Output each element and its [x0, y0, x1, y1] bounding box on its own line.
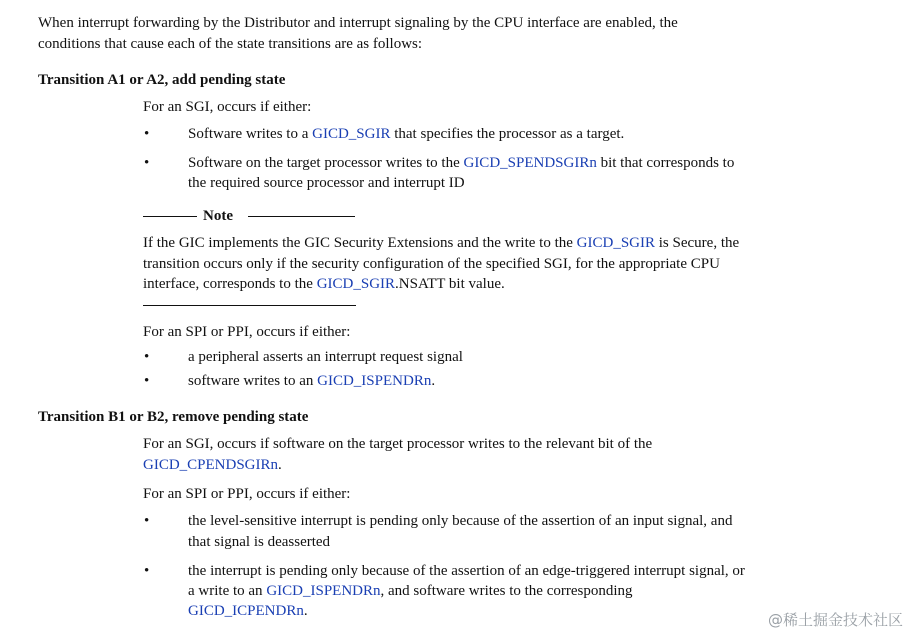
link-gicd-sgir[interactable]: GICD_SGIR: [576, 235, 656, 251]
link-gicd-ispendrn[interactable]: GICD_ISPENDRn: [266, 583, 381, 599]
bullet-peripheral-asserts: a peripheral asserts an interrupt request signal: [188, 349, 463, 365]
bullet-edge-triggered-2: a write to an GICD_ISPENDRn, and software writes to the corresponding: [188, 583, 633, 599]
sgi-line-b-1: For an SGI, occurs if software on the target processor writes to the relevant bit of the: [143, 436, 653, 452]
bullet-marker: •: [144, 563, 150, 579]
note-line-2: transition occurs only if the security configuration of the specified SGI, for the appropriate CPU: [143, 256, 720, 272]
spi-intro-b: For an SPI or PPI, occurs if either:: [143, 486, 351, 502]
sgi-line-b-2: GICD_CPENDSGIRn.: [143, 457, 282, 473]
bullet-marker: •: [144, 373, 150, 389]
heading-transition-a: Transition A1 or A2, add pending state: [38, 72, 286, 88]
link-gicd-icpendrn[interactable]: GICD_ICPENDRn: [188, 603, 304, 619]
bullet-software-writes-sgir: Software writes to a GICD_SGIR that specifies the processor as a target.: [188, 126, 625, 142]
bullet-edge-triggered-1: the interrupt is pending only because of the assertion of an edge-triggered interrupt signal, or: [188, 563, 745, 579]
link-gicd-ispendrn[interactable]: GICD_ISPENDRn: [317, 373, 432, 389]
link-gicd-cpendsgirn[interactable]: GICD_CPENDSGIRn: [143, 457, 279, 473]
intro-line-1: When interrupt forwarding by the Distributor and interrupt signaling by the CPU interface are enabled, the: [38, 15, 678, 31]
note-label: Note: [203, 208, 233, 224]
bullet-software-ispendr: software writes to an GICD_ISPENDRn.: [188, 373, 436, 389]
note-rule-right: [248, 216, 355, 217]
bullet-edge-triggered-3: GICD_ICPENDRn.: [188, 603, 308, 619]
bullet-level-sensitive-1: the level-sensitive interrupt is pending only because of the assertion of an input signal, and: [188, 513, 733, 529]
bullet-marker: •: [144, 126, 150, 142]
spi-intro-a: For an SPI or PPI, occurs if either:: [143, 324, 351, 340]
link-gicd-sgir[interactable]: GICD_SGIR: [312, 126, 391, 142]
sgi-intro-a: For an SGI, occurs if either:: [143, 99, 312, 115]
heading-transition-b: Transition B1 or B2, remove pending state: [38, 409, 309, 425]
bullet-marker: •: [144, 513, 150, 529]
watermark: @稀土掘金技术社区: [767, 611, 903, 629]
bullet-software-spendsgir: Software on the target processor writes to the GICD_SPENDSGIRn bit that corresponds to: [188, 155, 735, 171]
bullet-software-spendsgir-cont: the required source processor and interrupt ID: [188, 175, 465, 191]
link-gicd-spendsgirn[interactable]: GICD_SPENDSGIRn: [463, 155, 597, 171]
note-line-1: If the GIC implements the GIC Security Extensions and the write to the GICD_SGIR is Secure, the: [143, 235, 740, 251]
link-gicd-sgir[interactable]: GICD_SGIR: [316, 276, 396, 292]
bullet-level-sensitive-2: that signal is deasserted: [188, 534, 331, 550]
note-rule-bottom: [143, 305, 356, 306]
note-rule-left: [143, 216, 197, 217]
bullet-marker: •: [144, 349, 150, 365]
note-line-3: interface, corresponds to the GICD_SGIR.NSATT bit value.: [143, 276, 505, 292]
intro-line-2: conditions that cause each of the state transitions are as follows:: [38, 36, 423, 52]
bullet-marker: •: [144, 155, 150, 171]
